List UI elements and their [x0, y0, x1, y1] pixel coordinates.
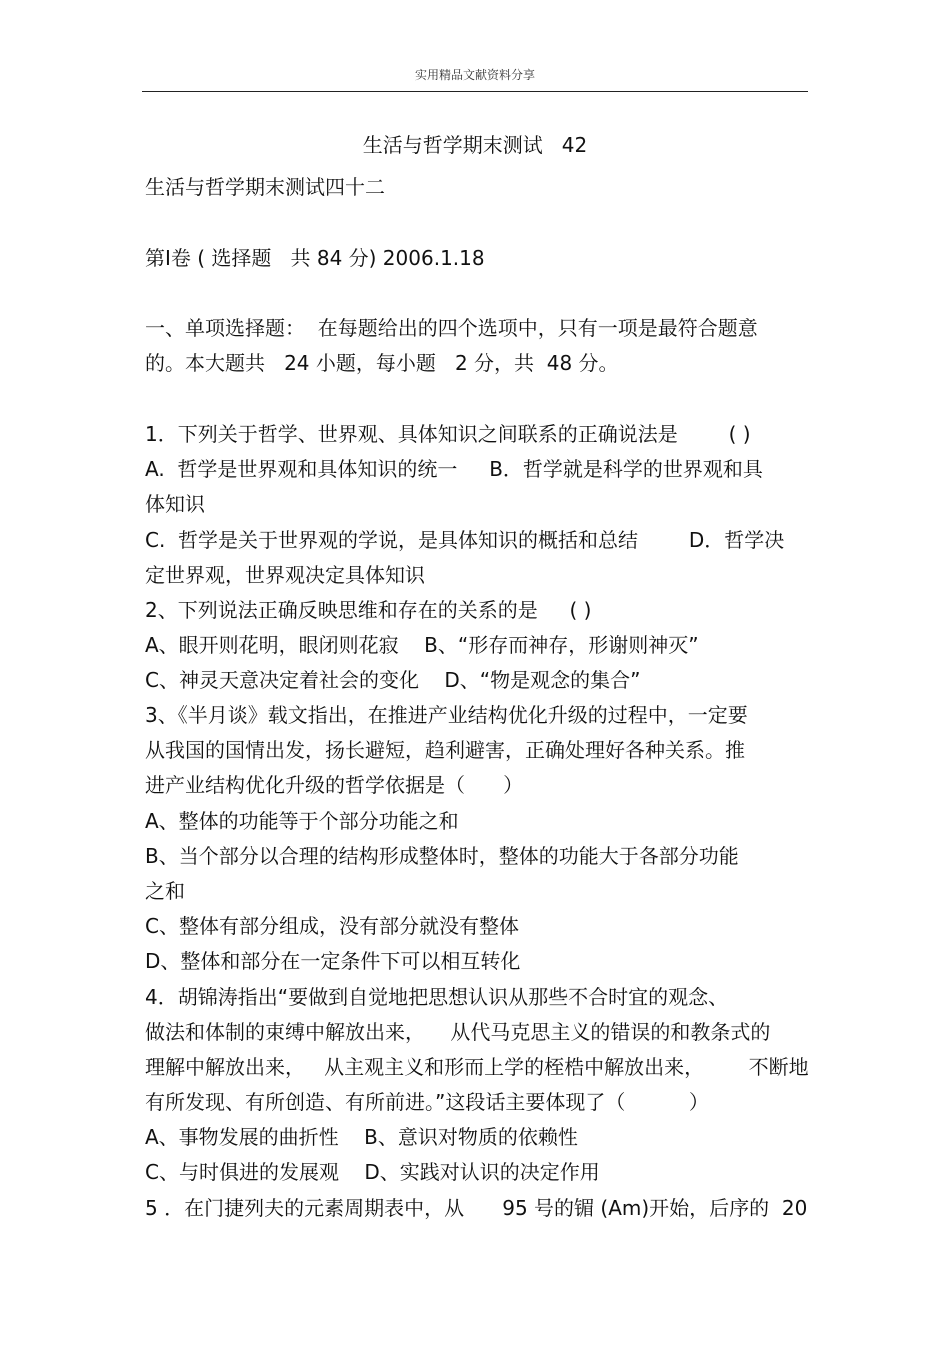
option-line: C、整体有部分组成，没有部分就没有整体: [145, 914, 519, 938]
subtitle-line: 生活与哲学期末测试四十二: [145, 175, 385, 199]
question-line: 1．下列关于哲学、世界观、具体知识之间联系的正确说法是 ( ): [145, 422, 751, 446]
question-line: 进产业结构优化升级的哲学依据是（ ）: [145, 773, 524, 797]
question-line: 4．胡锦涛指出“要做到自觉地把思想认识从那些不合时宜的观念、: [145, 985, 729, 1009]
question-line: 理解中解放出来， 从主观主义和形而上学的桎梏中解放出来， 不断地: [145, 1055, 809, 1079]
question-line: 做法和体制的束缚中解放出来， 从代马克思主义的错误的和教条式的: [145, 1020, 771, 1044]
instruction-line: 一、单项选择题： 在每题给出的四个选项中，只有一项是最符合题意: [145, 316, 758, 340]
option-line: 定世界观，世界观决定具体知识: [145, 563, 425, 587]
option-line: C、神灵天意决定着社会的变化 D、“物是观念的集合”: [145, 668, 641, 692]
instruction-line: 的。本大题共 24 小题，每小题 2 分，共 48 分。: [145, 351, 619, 375]
option-line: 之和: [145, 879, 185, 903]
question-line: 2、下列说法正确反映思维和存在的关系的是 ( ): [145, 598, 592, 622]
option-line: A、事物发展的曲折性 B、意识对物质的依赖性: [145, 1125, 578, 1149]
option-line: A. 哲学是世界观和具体知识的统一 B．哲学就是科学的世界观和具: [145, 457, 763, 481]
option-line: A、眼开则花明，眼闭则花寂 B、“形存而神存，形谢则神灭”: [145, 633, 699, 657]
option-line: C、与时俱进的发展观 D、实践对认识的决定作用: [145, 1160, 600, 1184]
option-line: B、当个部分以合理的结构形成整体时，整体的功能大于各部分功能: [145, 844, 739, 868]
option-line: A、整体的功能等于个部分功能之和: [145, 809, 459, 833]
option-line: 体知识: [145, 492, 205, 516]
document-title: 生活与哲学期末测试 42: [362, 133, 588, 157]
question-line: 从我国的国情出发，扬长避短，趋利避害，正确处理好各种关系。推: [145, 738, 745, 762]
option-line: C. 哲学是关于世界观的学说，是具体知识的概括和总结 D．哲学决: [145, 528, 785, 552]
section-heading: 第Ⅰ卷 ( 选择题 共 84 分) 2006.1.18: [145, 246, 485, 270]
question-line: 3、《半月谈》载文指出，在推进产业结构优化升级的过程中，一定要: [145, 703, 748, 727]
question-line: 5 ．在门捷列夫的元素周期表中，从 95 号的镅 (Am)开始，后序的 20: [145, 1196, 808, 1220]
question-line: 有所发现、有所创造、有所前进。”这段话主要体现了（ ）: [145, 1090, 709, 1114]
header-text: 实用精品文献资料分享: [414, 68, 535, 82]
option-line: D、整体和部分在一定条件下可以相互转化: [145, 949, 521, 973]
header-divider: [142, 91, 808, 92]
